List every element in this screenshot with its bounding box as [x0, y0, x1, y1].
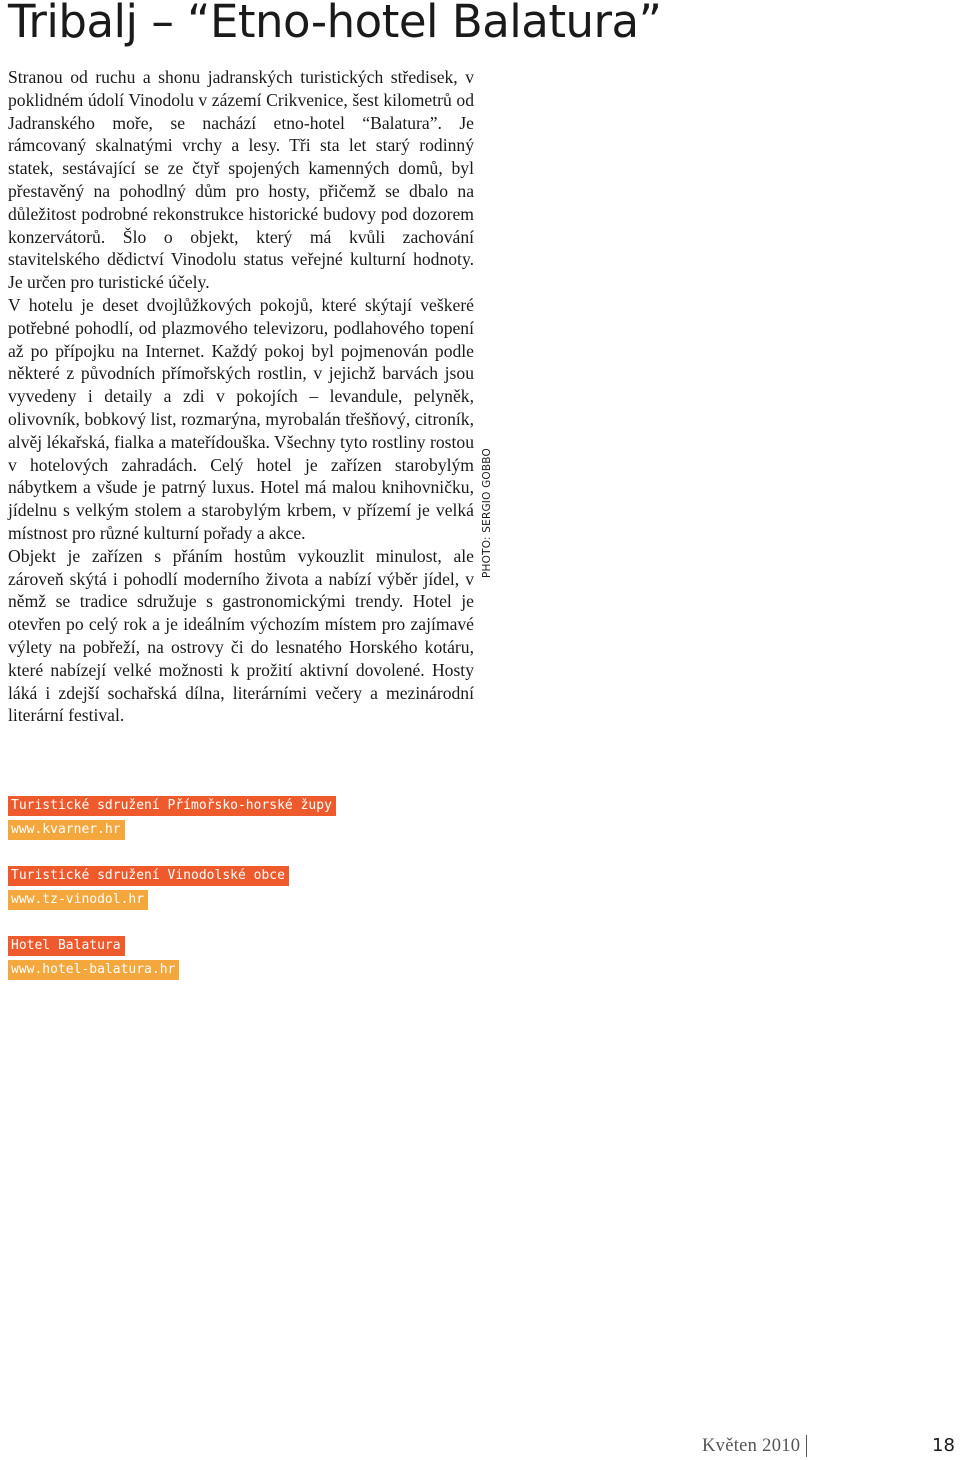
- link-group-vinodol: [8, 866, 336, 910]
- page-footer: [0, 1432, 960, 1460]
- paragraph-rooms: V hotelu je deset dvojlůžkových pokojů, které skýtají veškeré potřebné pohodlí, od plazmového televizoru, podlahového topení až po přípojku na Internet. Každý pokoj byl pojmenován podle některé z původních přímořských rostlin, v jejichž barvách jsou vyvedeny i detaily a zdi v pokojích – levandule, pelyněk, olivovník, bobkový list, rozmarýna, myrobalán třešňový, citroník, alvěj lékařská, fialka a mateřídouška. Všechny tyto rostliny rostou v hotelových zahradách. Celý hotel je zařízen starobylým nábytkem a všude je patrný luxus. Hotel má malou knihovničku, jídelnu s velkým stolem a starobylým krbem, v přízemí je velká místnost pro různé kulturní pořady a akce.: [8, 294, 474, 543]
- footer-divider: [806, 1435, 807, 1457]
- article-body: [8, 66, 474, 727]
- org-label: Turistické sdružení Přímořsko-horské župy: [8, 796, 336, 816]
- link-group-balatura: [8, 936, 336, 980]
- kvarner-link[interactable]: www.kvarner.hr: [8, 820, 125, 840]
- page-number: 18: [932, 1435, 955, 1456]
- paragraph-intro: Stranou od ruchu a shonu jadranských turistických středisek, v poklidném údolí Vinodolu v zázemí Crikvenice, šest kilometrů od Jadranského moře, se nachází etno-hotel “Balatura”. Je rámcovaný skalnatými vrchy a lesy. Tři sta let starý rodinný statek, sestávající se ze čtyř spojených kamenných domů, byl přestavěný na pohodlný dům pro hosty, přičemž se dbalo na důležitost podrobné rekonstrukce historické budovy pod dozorem konzervátorů. Šlo o objekt, který má kvůli zachování stavitelského dědictví Vinodolu status veřejné kulturní hodnoty. Je určen pro turistické účely.: [8, 67, 474, 293]
- article-title: Tribalj – “Etno-hotel Balatura”: [8, 0, 662, 48]
- vinodol-link[interactable]: www.tz-vinodol.hr: [8, 890, 148, 910]
- issue-date: Květen 2010: [702, 1436, 801, 1456]
- contact-links: [8, 796, 336, 1006]
- link-group-kvarner: [8, 796, 336, 840]
- photo-credit: PHOTO: SERGIO GOBBO: [481, 448, 493, 578]
- balatura-link[interactable]: www.hotel-balatura.hr: [8, 960, 179, 980]
- org-label: Turistické sdružení Vinodolské obce: [8, 866, 289, 886]
- paragraph-facilities: Objekt je zařízen s přáním hostům vykouzlit minulost, ale zároveň skýtá i pohodlí moderního života a nabízí výběr jídel, v němž se tradice sdružuje s gastronomickými trendy. Hotel je otevřen po celý rok a je ideálním výchozím místem pro zajímavé výlety na pobřeží, na ostrovy či do lesnatého Horského kotáru, které nabízejí velké možnosti k prožití aktivní dovolené. Hosty láká i zdejší sochařská dílna, literárními večery a mezinárodní literární festival.: [8, 545, 474, 726]
- org-label: Hotel Balatura: [8, 936, 125, 956]
